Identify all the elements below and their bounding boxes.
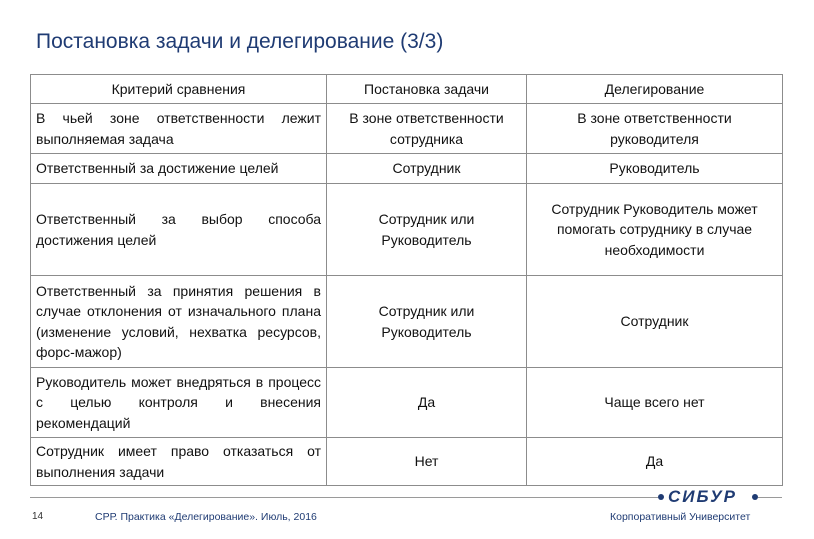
- criterion-cell: Руководитель может внедряться в процесс с целью контроля и внесения рекомендаций: [31, 368, 327, 438]
- delegation-cell: Руководитель: [527, 154, 783, 184]
- footer-dot-left: [658, 494, 664, 500]
- table-row: [31, 104, 783, 154]
- delegation-cell: В зоне ответственности руководителя: [527, 104, 783, 154]
- task-setting-cell: Да: [327, 368, 527, 438]
- task-setting-cell: Сотрудник или Руководитель: [327, 184, 527, 276]
- criterion-cell: В чьей зоне ответственности лежит выполняемая задача: [31, 104, 327, 154]
- table-row: [31, 154, 783, 184]
- header-delegation: Делегирование: [527, 75, 783, 104]
- comparison-table: [30, 74, 783, 486]
- task-setting-cell: Сотрудник: [327, 154, 527, 184]
- task-setting-cell: Нет: [327, 438, 527, 486]
- header-task-setting: Постановка задачи: [327, 75, 527, 104]
- table-row: [31, 438, 783, 486]
- table-row: [31, 184, 783, 276]
- delegation-cell: Чаще всего нет: [527, 368, 783, 438]
- table-header-row: [31, 75, 783, 104]
- corporate-university-label: Корпоративный Университет: [610, 511, 751, 523]
- table-row: [31, 276, 783, 368]
- criterion-cell: Ответственный за принятия решения в случае отклонения от изначального плана (изменение условий, нехватка ресурсов, форс-мажор): [31, 276, 327, 368]
- header-criterion: Критерий сравнения: [31, 75, 327, 104]
- delegation-cell: Сотрудник Руководитель может помогать сотруднику в случае необходимости: [527, 184, 783, 276]
- task-setting-cell: Сотрудник или Руководитель: [327, 276, 527, 368]
- criterion-cell: Ответственный за выбор способа достижения целей: [31, 184, 327, 276]
- slide-title: Постановка задачи и делегирование (3/3): [36, 30, 444, 53]
- task-setting-cell: В зоне ответственности сотрудника: [327, 104, 527, 154]
- footer-caption: СРР. Практика «Делегирование». Июль, 2016: [95, 511, 317, 523]
- criterion-cell: Сотрудник имеет право отказаться от выполнения задачи: [31, 438, 327, 486]
- page-number: 14: [32, 511, 44, 522]
- table-row: [31, 368, 783, 438]
- criterion-cell: Ответственный за достижение целей: [31, 154, 327, 184]
- delegation-cell: Сотрудник: [527, 276, 783, 368]
- delegation-cell: Да: [527, 438, 783, 486]
- footer-divider: [30, 497, 658, 498]
- footer-divider-right: [758, 497, 782, 498]
- sibur-logo: СИБУР: [668, 487, 737, 506]
